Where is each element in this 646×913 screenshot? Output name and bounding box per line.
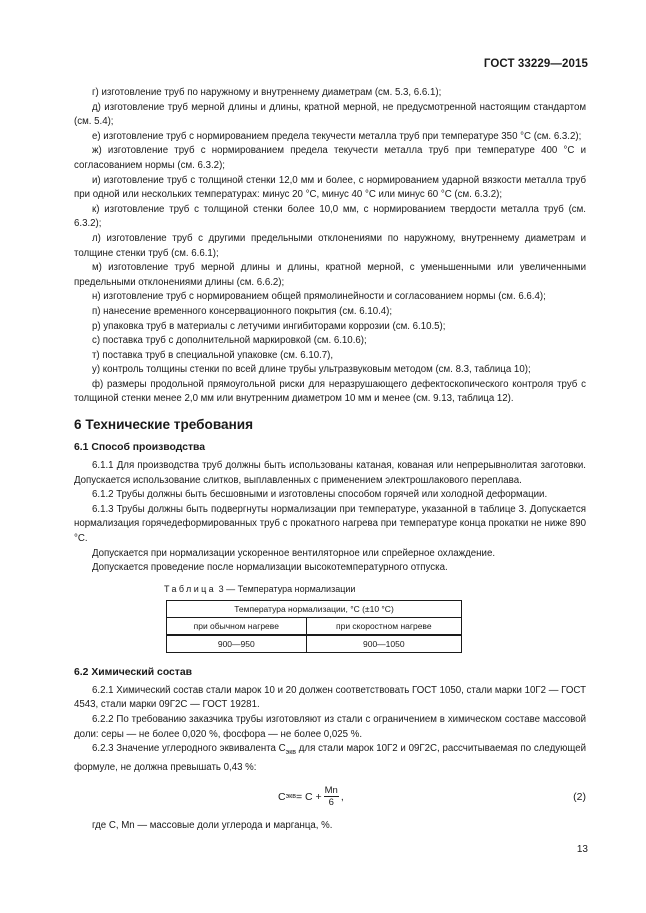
formula-lhs: С: [278, 790, 286, 803]
table-cell: 900—950: [167, 635, 307, 653]
list-item: у) контроль толщины стенки по всей длине трубы ультразвуковым методом (см. 8.3, таблица 10);: [92, 364, 531, 376]
list-item: и) изготовление труб с толщиной стенки 12,0 мм и более, с нормированием ударной вязкости металла труб при одной или нескольких температурах: минус 20 °С, минус 40 °С или минус 60 °С (см. 6.3.2);: [74, 174, 586, 201]
paragraph-6-2-3: [74, 742, 586, 775]
list-item: д) изготовление труб мерной длины и длины, кратной мерной, не предусмотренной настоящим стандартом (см. 5.4);: [74, 101, 586, 128]
list-item: м) изготовление труб мерной длины и длины, кратной мерной, с уменьшенными или увеличенными предельными отклонениями длины (см. 6.6.2);: [74, 262, 586, 288]
fraction-denominator: 6: [328, 797, 334, 809]
text-run: 6.2.3 Значение углеродного эквивалента С: [92, 743, 286, 755]
list-item: е) изготовление труб с нормированием предела текучести металла труб при температуре 350 °С (см. 6.3.2);: [92, 130, 582, 142]
table-caption-word: Таблица: [164, 583, 217, 594]
list-item: с) поставка труб с дополнительной маркировкой (см. 6.10.6);: [92, 335, 367, 347]
table-header: Температура нормализации, °С (±10 °С): [167, 600, 462, 617]
list-item: ж) изготовление труб с нормированием предела текучести металла труб при температуре 400 °С и согласованием нормы (см. 6.3.2);: [74, 145, 586, 171]
subscript: экв: [285, 749, 297, 757]
fraction-numerator: Mn: [324, 785, 338, 797]
paragraph: 6.1.3 Трубы должны быть подвергнуты нормализации при температуре, указанной в таблице 3. Допускается нормализация горячедеформированных труб с прокатного нагрева при температуре конца прокатки не ниже 890 °С.: [74, 503, 586, 545]
normalization-table: [166, 600, 462, 653]
paragraph: 6.1.1 Для производства труб должны быть использованы катаная, кованая или непрерывнолитая заготовки. Допускается использование слитков, выплавленных с применением электрошлакового переплава.: [74, 460, 586, 486]
list-item: р) упаковка труб в материалы с летучими ингибиторами коррозии (см. 6.10.5);: [92, 320, 446, 332]
list-item: т) поставка труб в специальной упаковке (см. 6.10.7),: [92, 349, 334, 361]
subsection-title-6-2: 6.2 Химический состав: [74, 666, 193, 678]
list-item: н) изготовление труб с нормированием общей прямолинейности и согласованием нормы (см. 6.6.4);: [92, 291, 546, 303]
paragraph: Допускается проведение после нормализации высокотемпературного отпуска.: [92, 562, 448, 574]
page-body: [74, 86, 586, 834]
equation-number: (2): [573, 791, 586, 804]
formula-expression: [278, 785, 344, 808]
paragraph: Допускается при нормализации ускоренное вентиляторное или спрейерное охлаждение.: [92, 547, 496, 559]
table-cell: 900—1050: [306, 635, 461, 653]
text-run: для стали марок 10Г2 и 09Г2С, рассчитываемая по следующей формуле, не должна превышать 0,43 %:: [74, 743, 586, 773]
table-col-header: при скоростном нагреве: [306, 617, 461, 635]
formula-eq: = С +: [295, 790, 322, 803]
list-item: к) изготовление труб с толщиной стенки более 10,0 мм, с нормированием твердости металла труб (см. 6.3.2);: [74, 203, 586, 230]
section-6: [74, 417, 586, 834]
formula-tail: ,: [340, 790, 344, 803]
list-item: ф) размеры продольной прямоугольной риски для неразрушающего дефектоскопического контроля труб с толщиной стенки менее 2,0 мм или внутренним диаметром 10 мм и менее (см. 9.13, таблица 12).: [74, 378, 586, 405]
table-caption: [164, 584, 586, 594]
subsection-title-6-1: 6.1 Способ производства: [74, 442, 206, 454]
paragraph: 6.2.1 Химический состав стали марок 10 и 20 должен соответствовать ГОСТ 1050, стали марки 10Г2 — ГОСТ 4543, стали марки 09Г2С — ГОСТ 19281.: [74, 684, 586, 711]
table-caption-text: 3 — Температура нормализации: [218, 583, 356, 594]
requirements-list: [74, 86, 586, 407]
list-item: л) изготовление труб с другими предельными отклонениями по наружному, внутреннему диаметрам и толщине стенки труб (см. 6.6.1);: [74, 232, 586, 259]
page-number: 13: [576, 844, 588, 855]
formula-subscript: экв: [285, 793, 296, 801]
formula-2: [74, 779, 586, 819]
paragraph: 6.2.2 По требованию заказчика трубы изготовляют из стали с ограничением в химическом составе массовой доли: серы — не более 0,020 %, фосфора — не более 0,025 %.: [74, 714, 586, 740]
section-title: 6 Технические требования: [74, 417, 254, 433]
paragraph: 6.1.2 Трубы должны быть бесшовными и изготовлены способом горячей или холодной деформации.: [92, 489, 548, 501]
list-item: г) изготовление труб по наружному и внутреннему диаметрам (см. 5.3, 6.6.1);: [92, 87, 442, 98]
table-col-header: при обычном нагреве: [167, 617, 307, 635]
list-item: п) нанесение временного консервационного покрытия (см. 6.10.4);: [92, 305, 393, 317]
formula-fraction: [324, 785, 339, 808]
formula-explanation: где С, Mn — массовые доли углерода и марганца, %.: [92, 820, 333, 832]
standard-header: ГОСТ 33229—2015: [483, 58, 588, 70]
